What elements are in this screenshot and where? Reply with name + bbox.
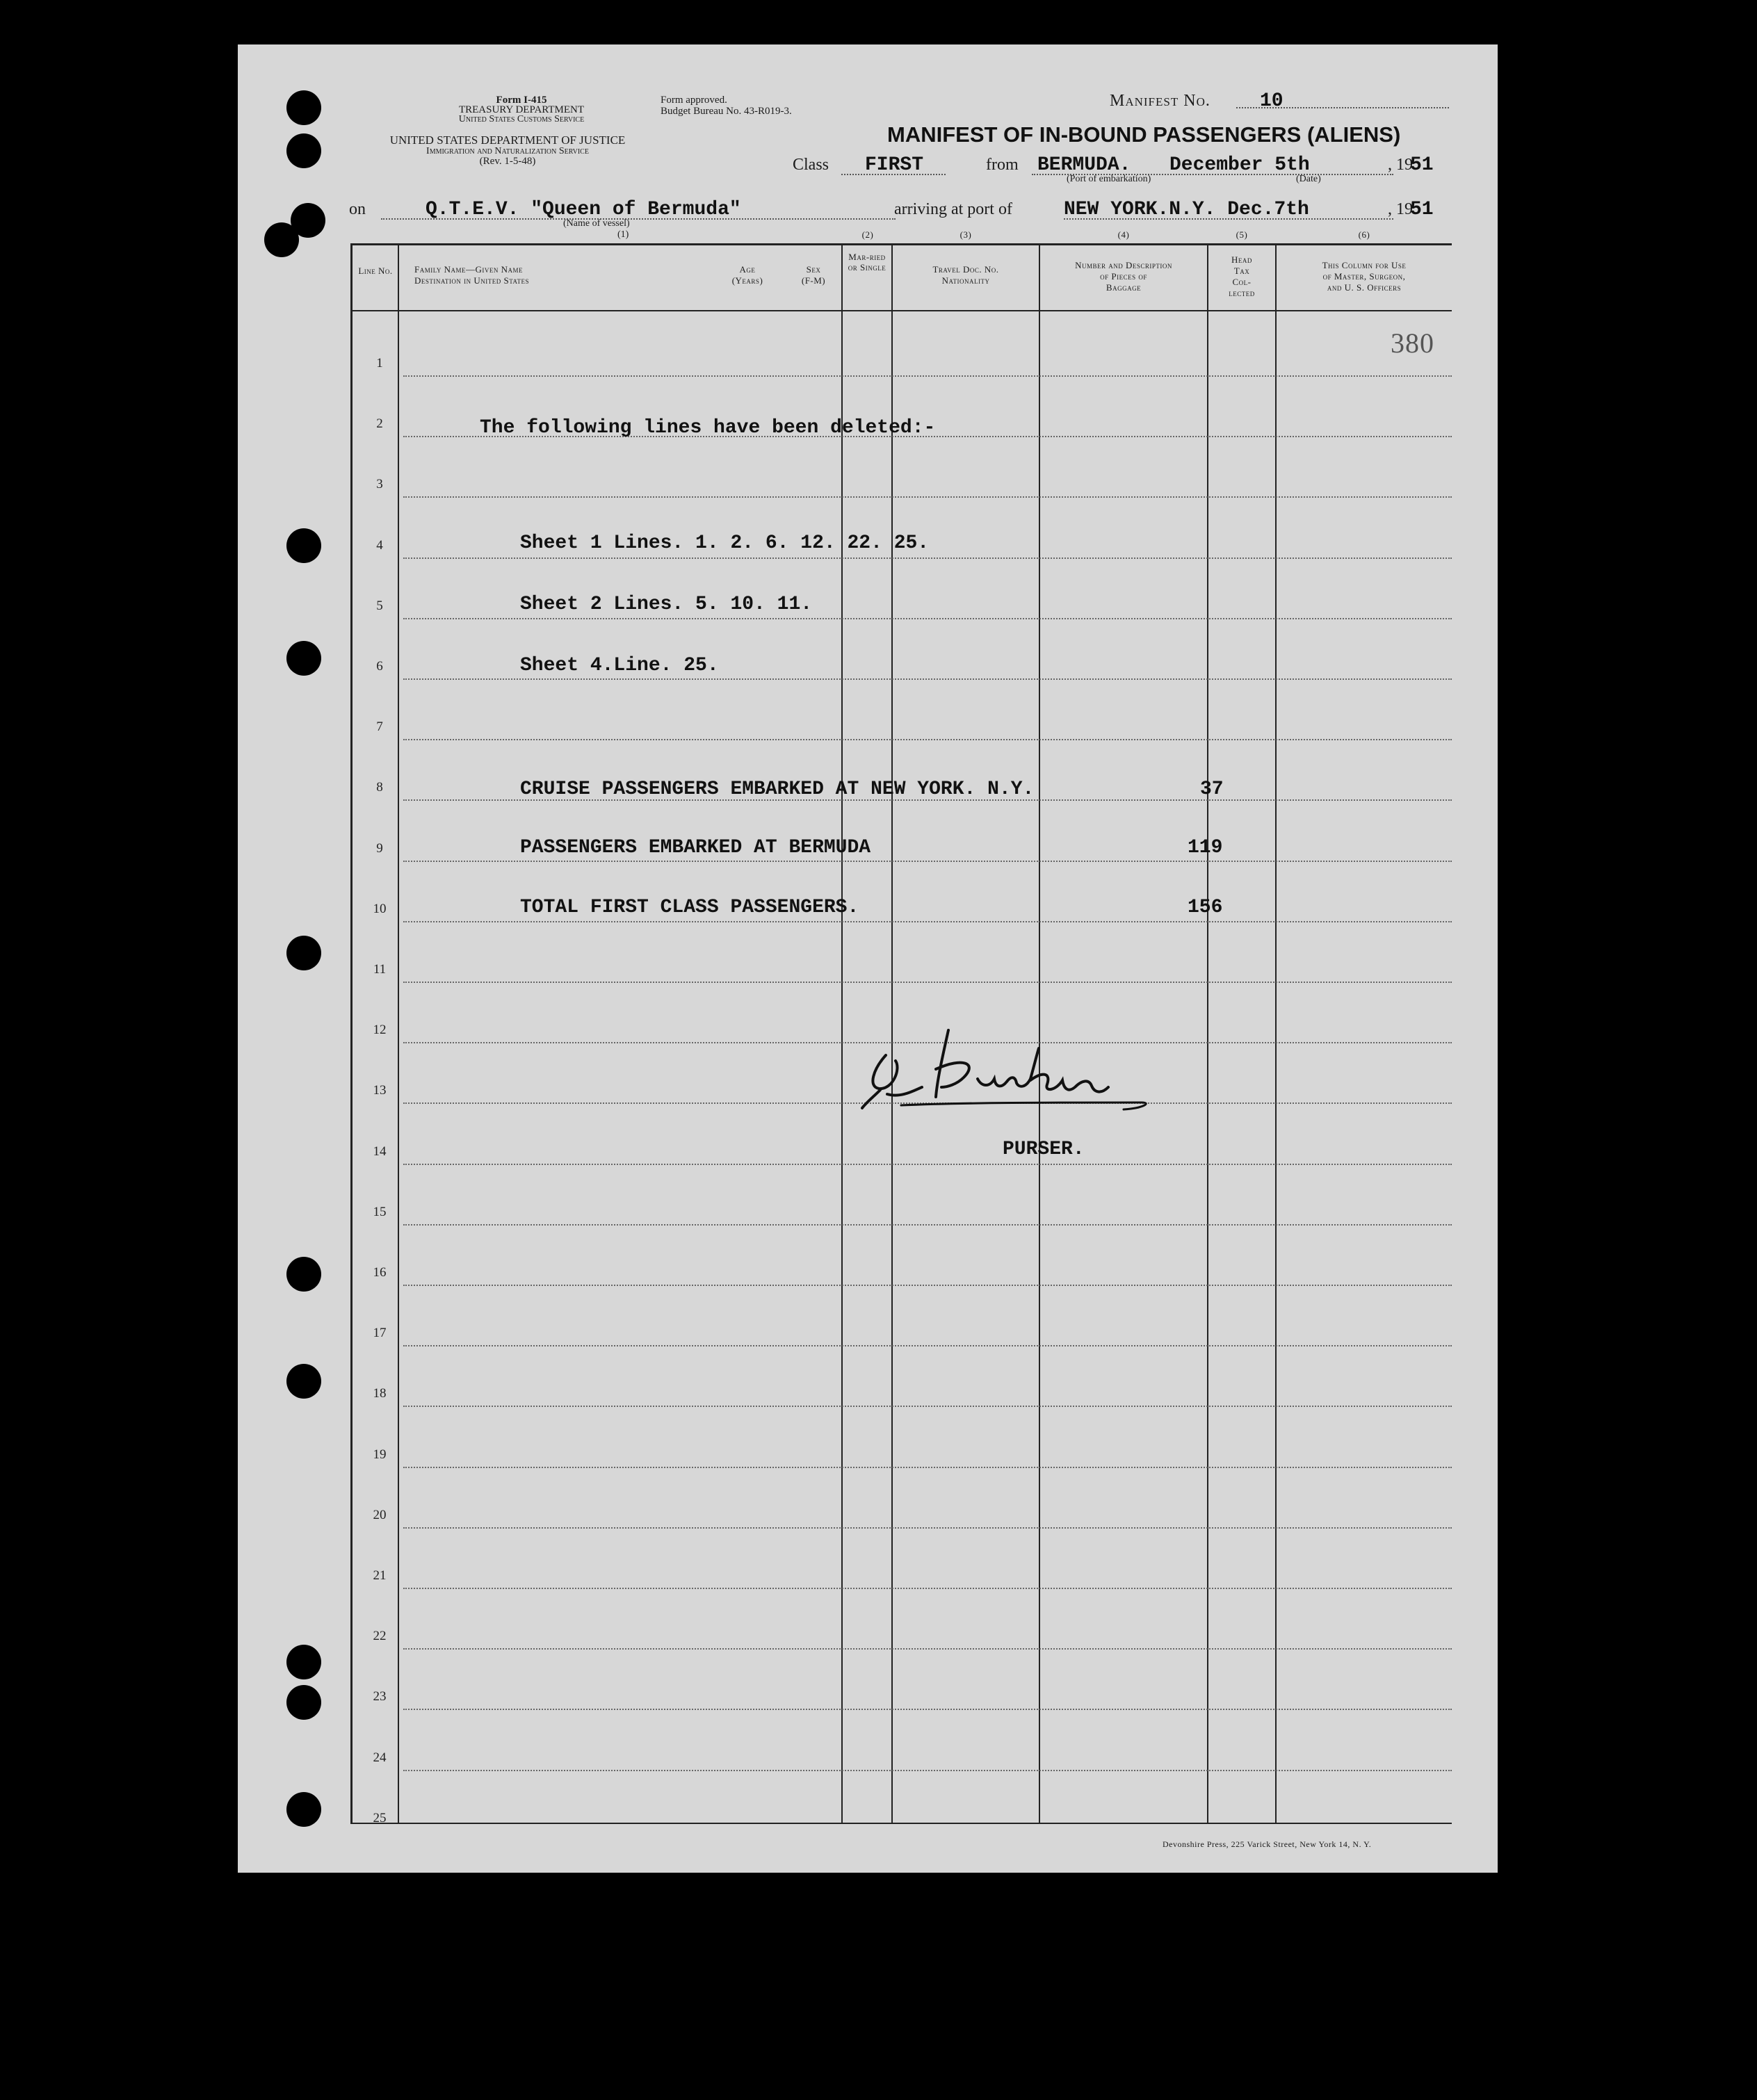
bermuda-passengers-count: 119 xyxy=(1188,837,1223,858)
line-number: 10 xyxy=(373,901,387,916)
arrival-port-value: NEW YORK.N.Y. Dec.7th xyxy=(1064,199,1309,220)
binder-hole xyxy=(286,1685,321,1720)
line-number: 25 xyxy=(373,1810,387,1825)
col-header-officers-b: of Master, Surgeon, xyxy=(1322,271,1406,282)
col-header-headtax-b: Tax xyxy=(1233,266,1250,276)
col-header-travel-num: (3) xyxy=(960,229,972,240)
vessel-caption: (Name of vessel) xyxy=(563,218,630,229)
arrival-year-value: 51 xyxy=(1410,199,1434,220)
row-rule xyxy=(403,1224,1452,1226)
col-header-name: Family Name—Given Name xyxy=(414,264,523,275)
treasury-department: TREASURY DEPARTMENT xyxy=(458,104,585,115)
col-header-age-unit: (Years) xyxy=(731,275,763,286)
deleted-sheet-2: Sheet 2 Lines. 5. 10. 11. xyxy=(520,594,813,615)
total-passengers-count: 156 xyxy=(1188,897,1223,918)
table-top-border xyxy=(350,243,1452,245)
binder-hole xyxy=(286,528,321,563)
col-header-headtax-c: Col- xyxy=(1232,277,1252,287)
page-stamp: 380 xyxy=(1391,327,1434,359)
binder-hole xyxy=(286,1257,321,1292)
line-number: 16 xyxy=(373,1265,387,1280)
row-rule xyxy=(403,861,1452,862)
row-rule xyxy=(403,1527,1452,1529)
department-of-justice: UNITED STATES DEPARTMENT OF JUSTICE xyxy=(389,133,626,147)
binder-hole xyxy=(286,1364,321,1399)
customs-service: United States Customs Service xyxy=(458,114,585,124)
row-rule xyxy=(403,618,1452,619)
cruise-passengers-label: CRUISE PASSENGERS EMBARKED AT NEW YORK. N.Y. xyxy=(520,779,1035,800)
row-rule xyxy=(403,1285,1452,1286)
line-number: 8 xyxy=(376,780,383,795)
form-number: Form I-415 xyxy=(496,95,547,106)
line-number: 9 xyxy=(376,840,383,856)
row-rule xyxy=(403,1164,1452,1165)
line-number: 14 xyxy=(373,1143,387,1159)
deleted-sheet-4: Sheet 4.Line. 25. xyxy=(520,655,719,676)
line-number: 11 xyxy=(373,962,387,977)
row-rule xyxy=(403,375,1452,377)
row-rule xyxy=(403,1588,1452,1589)
col-header-sex: Sex xyxy=(806,264,821,275)
from-label: from xyxy=(986,156,1019,174)
col-header-married: Mar-ried or Single xyxy=(848,252,886,272)
col-header-baggage-c: Baggage xyxy=(1106,282,1142,293)
col-divider-baggage xyxy=(1207,243,1208,1824)
line-number: 21 xyxy=(373,1568,387,1583)
row-rule xyxy=(403,1648,1452,1650)
row-rule xyxy=(403,678,1452,680)
line-number: 24 xyxy=(373,1750,387,1765)
row-rule xyxy=(403,1406,1452,1407)
purser-label: PURSER. xyxy=(1003,1139,1085,1160)
vessel-value: Q.T.E.V. "Queen of Bermuda" xyxy=(426,199,741,220)
col-header-married-num: (2) xyxy=(861,229,874,240)
line-number: 7 xyxy=(376,719,383,735)
deleted-sheet-1: Sheet 1 Lines. 1. 2. 6. 12. 22. 25. xyxy=(520,532,930,554)
deleted-lines-intro: The following lines have been deleted:- xyxy=(480,417,936,439)
line-number: 1 xyxy=(376,356,383,371)
line-number: 15 xyxy=(373,1204,387,1219)
port-embarkation-caption: (Port of embarkation) xyxy=(1067,174,1151,184)
total-passengers-label: TOTAL FIRST CLASS PASSENGERS. xyxy=(520,897,859,918)
year-prefix: , 19 xyxy=(1388,156,1413,174)
col-header-travel-doc: Travel Doc. No. xyxy=(932,264,999,275)
date-value: December 5th xyxy=(1169,154,1310,176)
form-approved: Form approved. xyxy=(661,95,727,106)
col-header-officers-a: This Column for Use xyxy=(1322,260,1407,270)
purser-signature xyxy=(859,1020,1151,1125)
line-number: 20 xyxy=(373,1507,387,1522)
line-number: 23 xyxy=(373,1689,387,1704)
manifest-no-label: Manifest No. xyxy=(1110,92,1211,110)
line-number: 22 xyxy=(373,1629,387,1644)
col-divider-name xyxy=(841,243,843,1824)
year-value: 51 xyxy=(1410,154,1434,176)
binder-hole xyxy=(286,936,321,970)
col-header-baggage-b: of Pieces of xyxy=(1100,271,1147,282)
row-rule xyxy=(403,982,1452,983)
line-number: 18 xyxy=(373,1386,387,1401)
cruise-passengers-count: 37 xyxy=(1200,779,1224,800)
date-caption: (Date) xyxy=(1296,174,1321,184)
from-value: BERMUDA. xyxy=(1037,154,1131,176)
ins-service: Immigration and Naturalization Service xyxy=(426,146,589,156)
row-rule xyxy=(403,1467,1452,1468)
line-number: 12 xyxy=(373,1023,387,1038)
class-label: Class xyxy=(793,156,829,174)
class-value: FIRST xyxy=(865,154,924,176)
line-number: 4 xyxy=(376,537,383,553)
col-header-age: Age xyxy=(739,264,756,275)
binder-hole xyxy=(286,641,321,676)
binder-hole xyxy=(286,1792,321,1827)
row-rule xyxy=(403,739,1452,740)
arriving-label: arriving at port of xyxy=(894,200,1012,218)
col-header-officers-num: (6) xyxy=(1358,229,1370,240)
on-label: on xyxy=(349,200,366,218)
col-header-baggage-num: (4) xyxy=(1117,229,1130,240)
arrival-year-prefix: , 19 xyxy=(1388,200,1413,218)
binder-hole xyxy=(286,1645,321,1679)
line-number: 3 xyxy=(376,477,383,492)
budget-bureau: Budget Bureau No. 43-R019-3. xyxy=(661,106,792,117)
table-header-border xyxy=(350,310,1452,311)
row-rule xyxy=(403,1709,1452,1710)
col-header-headtax-num: (5) xyxy=(1236,229,1248,240)
col-header-sex-unit: (F-M) xyxy=(801,275,826,286)
row-rule xyxy=(403,1345,1452,1346)
bermuda-passengers-label: PASSENGERS EMBARKED AT BERMUDA xyxy=(520,837,871,858)
row-rule xyxy=(403,557,1452,559)
form-title: MANIFEST OF IN-BOUND PASSENGERS (ALIENS) xyxy=(887,122,1401,147)
line-number: 19 xyxy=(373,1447,387,1462)
col-divider-headtax xyxy=(1275,243,1277,1824)
row-rule xyxy=(403,496,1452,498)
row-rule xyxy=(403,1770,1452,1771)
row-rule xyxy=(403,921,1452,922)
printer-imprint: Devonshire Press, 225 Varick Street, New York 14, N. Y. xyxy=(1163,1839,1372,1849)
line-number: 6 xyxy=(376,659,383,674)
col-header-headtax-d: lected xyxy=(1229,288,1255,298)
revision-date: (Rev. 1-5-48) xyxy=(479,156,536,167)
vessel-column-number: (1) xyxy=(617,229,629,240)
col-header-headtax-a: Head xyxy=(1231,254,1252,265)
manifest-sheet xyxy=(238,44,1498,1873)
binder-hole xyxy=(264,222,299,257)
col-header-line-no: Line No. xyxy=(358,266,393,276)
line-number: 2 xyxy=(376,416,383,432)
col-divider-left xyxy=(350,243,353,1824)
binder-hole xyxy=(286,90,321,125)
col-header-baggage-a: Number and Description xyxy=(1075,260,1172,270)
line-number: 17 xyxy=(373,1326,387,1341)
col-header-nationality: Nationality xyxy=(941,275,990,286)
table-bottom-border xyxy=(350,1823,1452,1824)
binder-hole xyxy=(286,133,321,168)
line-number: 5 xyxy=(376,598,383,613)
col-header-officers-c: and U. S. Officers xyxy=(1327,282,1402,293)
line-number: 13 xyxy=(373,1083,387,1098)
manifest-no-value: 10 xyxy=(1260,90,1284,112)
col-header-destination: Destination in United States xyxy=(414,275,530,286)
